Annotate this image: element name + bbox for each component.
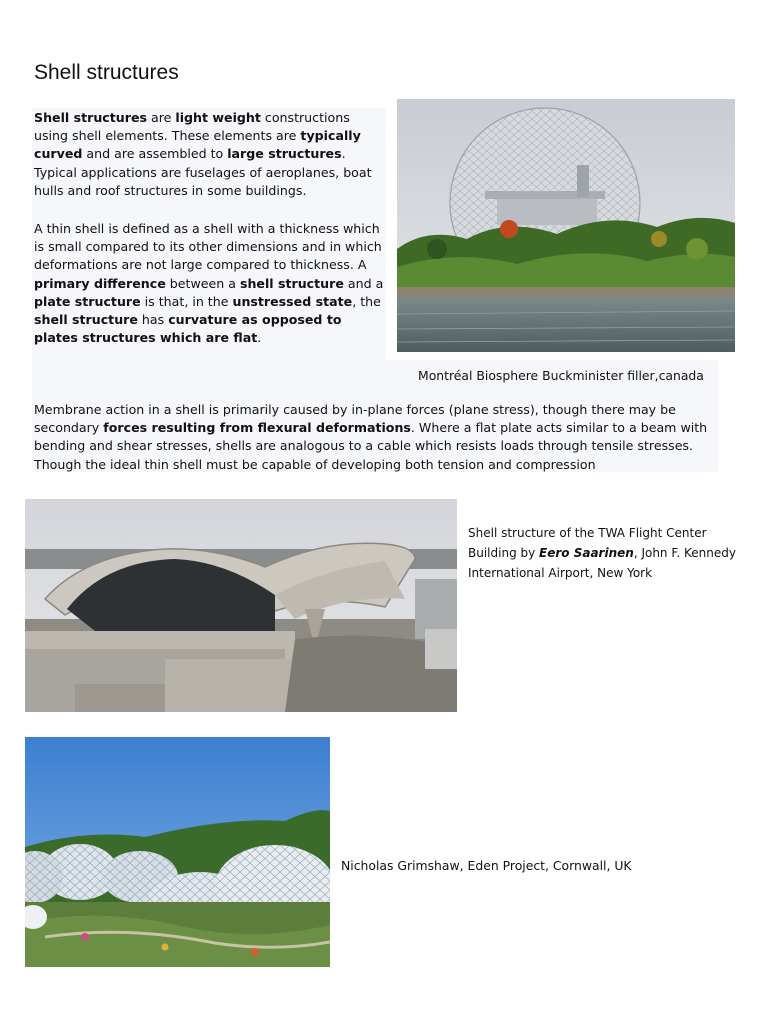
intro-paragraph: Shell structures are light weight constructions using shell elements. These elements are typically curved and are assembled to large structures. Typical applications are fuselages of aeroplanes, boat hulls and roof structures in some buildings. <box>34 110 372 198</box>
biosphere-photo <box>397 99 735 352</box>
page-title: Shell structures <box>34 61 179 84</box>
twa-caption: Shell structure of the TWA Flight Center Building by Eero Saarinen, John F. Kennedy International Airport, New York <box>468 526 736 580</box>
biosphere-caption: Montréal Biosphere Buckminister filler,canada <box>418 368 704 383</box>
twa-flight-center-photo <box>25 499 457 712</box>
eden-caption: Nicholas Grimshaw, Eden Project, Cornwall, UK <box>341 858 632 873</box>
thin-shell-paragraph: A thin shell is defined as a shell with a thickness which is small compared to its other dimensions and in which deformations are not large compared to thickness. A primary difference between a shell structure and a plate structure is that, in the unstressed state, the shell structure has curvature as opposed to plates structures which are flat. <box>34 221 384 346</box>
eden-project-photo <box>25 737 330 967</box>
membrane-paragraph: Membrane action in a shell is primarily caused by in-plane forces (plane stress), though there may be secondary forces resulting from flexural deformations. Where a flat plate acts similar to a beam with bending and shear stresses, shells are analogous to a cable which resists loads through tensile stresses. Though the ideal thin shell must be capable of developing both tension and compression <box>34 402 708 472</box>
